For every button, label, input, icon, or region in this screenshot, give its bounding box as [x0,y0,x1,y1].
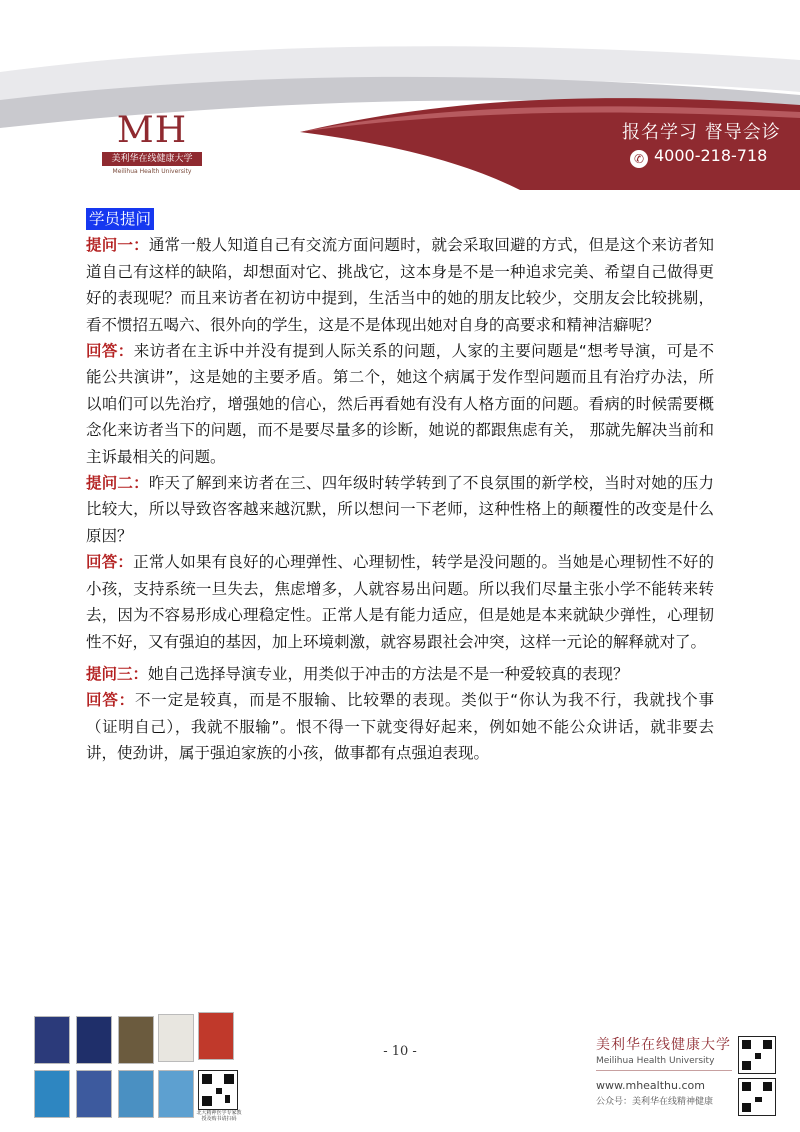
header-phone-line [630,146,767,168]
qa-text: 不一定是较真，而是不服输、比较犟的表现。类似于“你认为我不行，我就找个事（证明自己），我就不服输”。恨不得一下就变得好起来，例如她不能公众讲话，就非要去讲，使劲讲，属于强迫家族的小孩，做事都有点强迫表现。 [86,691,714,763]
book-cover [158,1014,194,1062]
book-cover [76,1016,112,1064]
logo-mh-text: MH [116,110,188,151]
qa-label: 提问三： [86,664,149,683]
qa-paragraph [86,661,714,687]
main-content [86,206,714,767]
qa-label: 回答： [86,342,134,361]
qa-paragraph [86,232,714,338]
footer-wechat: 公众号：美利华在线精神健康 [596,1097,714,1107]
qa-text: 她自己选择导演专业，用类似于冲击的方法是不是一种爱较真的表现？ [148,664,629,683]
logo-sub-en: Meilihua Health University [112,168,192,175]
footer-qr-code-bottom [738,1078,776,1116]
footer-qr-code-left [198,1070,238,1110]
book-cover [118,1070,154,1118]
book-covers [34,1012,274,1122]
footer-branding [596,1034,736,1107]
qa-text: 正常人如果有良好的心理弹性、心理韧性，转学是没问题的。当她是心理韧性不好的小孩，支持系统一旦失去，焦虑增多，人就容易出问题。所以我们尽量主张小学不能转来转去，因为不容易形成心理稳定性。正常人是有能力适应，但是她是本来就缺少弹性，心理韧性不好，又有强迫的基因，加上环境刺激，就容易跟社会冲突，这样一元论的解释就对了。 [86,553,714,651]
book-cover [34,1070,70,1118]
book-cover [158,1070,194,1118]
footer-website: www.mhealthu.com [596,1079,705,1092]
book-cover [76,1070,112,1118]
book-cover [198,1012,234,1060]
qa-label: 提问一： [86,236,149,255]
qa-paragraph [86,687,714,766]
logo-band-text: 美利华在线健康大学 [102,152,202,166]
section-title: 学员提问 [86,208,154,230]
qa-label: 回答： [86,553,134,572]
qa-text: 来访者在主诉中并没有提到人际关系的问题，人家的主要问题是“想考导演，可是不能公共演讲”，这是她的主要矛盾。第二个，她这个病属于发作型问题而且有治疗办法，所以咱们可以先治疗，增强她的信心，然后再看她有没有人格方面的问题。看病的时候需要概念化来访者当下的问题，而不是要尽量多的诊断，她说的都跟焦虑有关， 那就先解决当前和主诉最相关的问题。 [86,342,714,466]
book-cover [34,1016,70,1064]
qa-paragraph [86,338,714,470]
qa-text: 通常一般人知道自己有交流方面问题时，就会采取回避的方式，但是这个来访者知道自己有这样的缺陷，却想面对它、挑战它，这本身是不是一种追求完美、希望自己做得更好的表现呢？而且来访者在初访中提到，生活当中的她的朋友比较少，交朋友会比较挑剔，看不惯招五喝六、很外向的学生，这是不是体现出她对自身的高要求和精神洁癖呢？ [86,236,714,334]
book-cover [118,1016,154,1064]
qa-paragraph [86,549,714,655]
qa-paragraph [86,470,714,549]
footer-divider [596,1070,732,1071]
university-logo [96,104,208,186]
header-phone-number: 4000-218-718 [654,146,768,165]
qa-label: 提问二： [86,474,149,493]
header-tagline: 报名学习 督导会诊 [622,122,781,143]
phone-icon: ✆ [630,150,648,168]
qa-text: 昨天了解到来访者在三、四年级时转学转到了不良氛围的新学校，当时对她的压力比较大，所以导致咨客越来越沉默，所以想问一下老师，这种性格上的颠覆性的改变是什么原因？ [86,474,714,545]
page-number: - 10 - [383,1044,417,1059]
footer-university-cn: 美利华在线健康大学 [596,1037,731,1053]
qr-caption: 北大精神医学专家教授及购书请扫码 [196,1110,242,1122]
qa-label: 回答： [86,691,135,710]
footer-university-en: Meilihua Health University [596,1056,715,1066]
footer-qr-code-top [738,1036,776,1074]
